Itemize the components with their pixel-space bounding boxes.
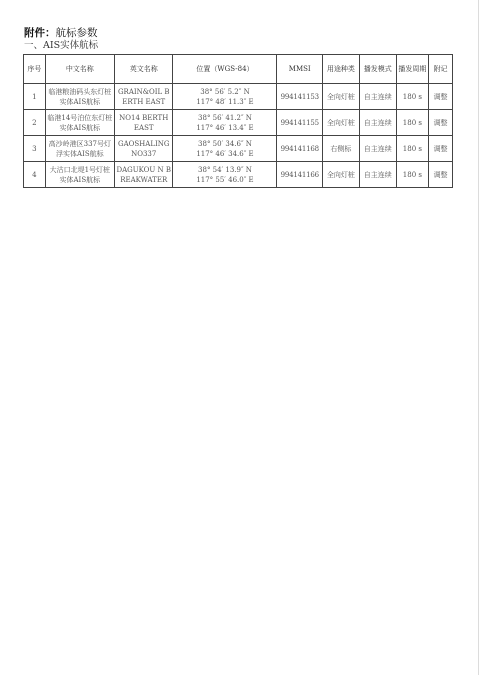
cell-remark: 调整 (429, 110, 453, 136)
navaid-table (23, 54, 453, 188)
cell-no: 3 (24, 136, 46, 162)
header-cell-position: 位置（WGS-84） (173, 55, 277, 84)
cell-no: 1 (24, 84, 46, 110)
header-cell-no: 序号 (24, 55, 46, 84)
cell-position (173, 110, 277, 136)
cell-lon: 117° 46′ 13.4″ E (196, 123, 254, 132)
cell-cycle: 180 s (396, 162, 429, 188)
cell-mmsi: 994141166 (277, 162, 323, 188)
cell-cycle: 180 s (396, 136, 429, 162)
attachment-label: 附件： (24, 27, 56, 39)
cell-lon: 117° 48′ 11.3″ E (196, 97, 254, 106)
cell-remark: 调整 (429, 84, 453, 110)
cell-mmsi: 994141153 (277, 84, 323, 110)
cell-usage: 右侧标 (322, 136, 359, 162)
cell-cn-name: 大沽口北堤1号灯桩实体AIS航标 (45, 162, 114, 188)
cell-en-name: NO14 BERTH EAST (114, 110, 173, 136)
header-cell-cn-name: 中文名称 (45, 55, 114, 84)
cell-mode: 自主连续 (359, 84, 396, 110)
table-row (24, 136, 453, 162)
cell-position (173, 84, 277, 110)
cell-lat: 38° 54′ 13.9″ N (198, 165, 252, 174)
cell-cn-name: 临港粮油码头东灯桩实体AIS航标 (45, 84, 114, 110)
cell-lon: 117° 46′ 34.6″ E (196, 149, 254, 158)
cell-cn-name: 临港14号泊位东灯桩实体AIS航标 (45, 110, 114, 136)
cell-mmsi: 994141155 (277, 110, 323, 136)
cell-cn-name: 高沙岭港区337号灯浮实体AIS航标 (45, 136, 114, 162)
table-row (24, 110, 453, 136)
header-cell-usage: 用途种类 (322, 55, 359, 84)
cell-en-name: GAOSHALING NO337 (114, 136, 173, 162)
header-cell-mode: 播发模式 (359, 55, 396, 84)
cell-en-name: DAGUKOU N BREAKWATER (114, 162, 173, 188)
table-row (24, 162, 453, 188)
table-header-row (24, 55, 453, 84)
cell-mode: 自主连续 (359, 162, 396, 188)
cell-lat: 38° 56′ 41.2″ N (198, 113, 252, 122)
header-cell-mmsi: MMSI (277, 55, 323, 84)
cell-mode: 自主连续 (359, 136, 396, 162)
cell-position (173, 136, 277, 162)
cell-position (173, 162, 277, 188)
cell-no: 4 (24, 162, 46, 188)
header-cell-en-name: 英文名称 (114, 55, 173, 84)
cell-lon: 117° 55′ 46.0″ E (196, 175, 254, 184)
cell-mmsi: 994141168 (277, 136, 323, 162)
cell-mode: 自主连续 (359, 110, 396, 136)
header-cell-cycle: 播发周期 (396, 55, 429, 84)
cell-remark: 调整 (429, 136, 453, 162)
cell-cycle: 180 s (396, 110, 429, 136)
section-title: 一、AIS实体航标 (24, 40, 99, 51)
attachment-title (24, 27, 98, 39)
attachment-title-text: 航标参数 (55, 27, 98, 39)
cell-remark: 调整 (429, 162, 453, 188)
cell-lat: 38° 56′ 5.2″ N (200, 87, 250, 96)
cell-en-name: GRAIN&OIL BERTH EAST (114, 84, 173, 110)
cell-usage: 全向灯桩 (322, 110, 359, 136)
cell-usage: 全向灯桩 (322, 162, 359, 188)
cell-cycle: 180 s (396, 84, 429, 110)
cell-usage: 全向灯桩 (322, 84, 359, 110)
header-cell-remark: 附记 (429, 55, 453, 84)
cell-lat: 38° 50′ 34.6″ N (198, 139, 252, 148)
cell-no: 2 (24, 110, 46, 136)
table-row (24, 84, 453, 110)
